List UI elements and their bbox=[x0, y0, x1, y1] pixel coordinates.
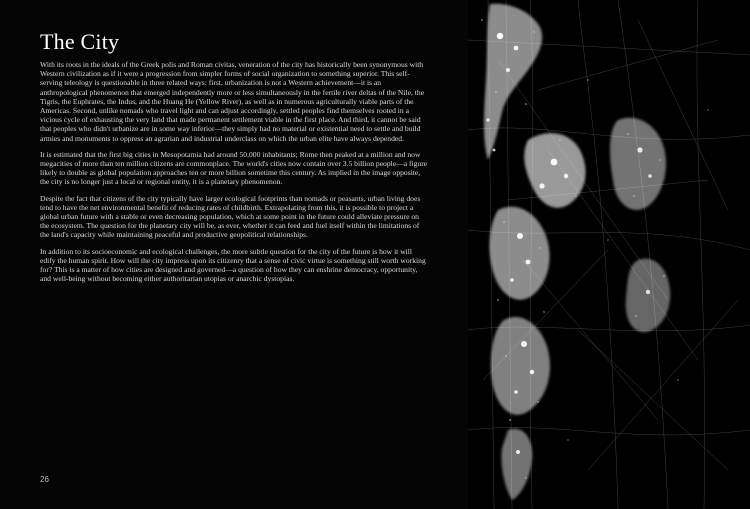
image-page bbox=[468, 0, 750, 509]
text-column bbox=[40, 30, 428, 290]
paragraph-4: In addition to its socioeconomic and ecological challenges, the more subtle question for the city of the future is how it will edify the human spirit. How will the city impress upon its citizenry that a sense of civic virtue is something still worth working for? This is a matter of how cities are designed and governed—a question of how they can enshrine democracy, opportunity, and well-being without becoming either authoritarian utopias or anarchic dystopias. bbox=[40, 246, 426, 284]
world-city-lights-map-image bbox=[468, 0, 750, 509]
page-title: The City bbox=[40, 29, 120, 54]
page-number: 26 bbox=[40, 475, 49, 484]
paragraph-3: Despite the fact that citizens of the city typically have larger ecological footprints than nomads or peasants, urban living does tend to have the net environmental benefit of reducing rates of childbirth. Extrapolating from this, it is possible to project a global urban future with a stable or even decreasing population, which at some point in the future could alleviate pressure on the ecosystem. The question for the planetary city will be, as ever, whether it can feed and fuel itself within the limitations of the land's capacity while maintaining peaceful and productive geopolitical relationships. bbox=[40, 193, 421, 240]
paragraph-2: It is estimated that the first big cities in Mesopotamia had around 50,000 inhabitants; Rome then peaked at a million and now megacities of more than ten million citizens are commonplace. The world's cities now contain over 3.5 billion people—a figure likely to double as global population approaches ten or more billion sometime this century. As implied in the image opposite, the city is no longer just a local or regional entity, it is a planetary phenomenon. bbox=[40, 149, 428, 187]
paragraph-1: With its roots in the ideals of the Greek polis and Roman civitas, veneration of the city has historically been synonymous with Western civilization as if it were a progression from simpler forms of social organization to something superior. This self-serving teleology is questionable in three related ways: first, urbanization is not a Western achievement—it is an anthropological phenomenon that emerged independently more or less simultaneously in the fertile river deltas of the Nile, the Tigris, the Euphrates, the Indus, and the Huang He (Yellow River), as well as in numerous agriculturally viable parts of the Americas. Second, unlike nomads who travel light and can adjust accordingly, settled peoples find themselves rooted in a vicious cycle of exhausting the very land that made permanent settlement viable in the first place. And third, it cannot be said that peoples who didn't urbanize are in some way inferior—they simply had no material or existential need to settle and build armies and monuments to oppress an agrarian and industrial underclass on which the urban elite have always depended. bbox=[40, 60, 425, 143]
